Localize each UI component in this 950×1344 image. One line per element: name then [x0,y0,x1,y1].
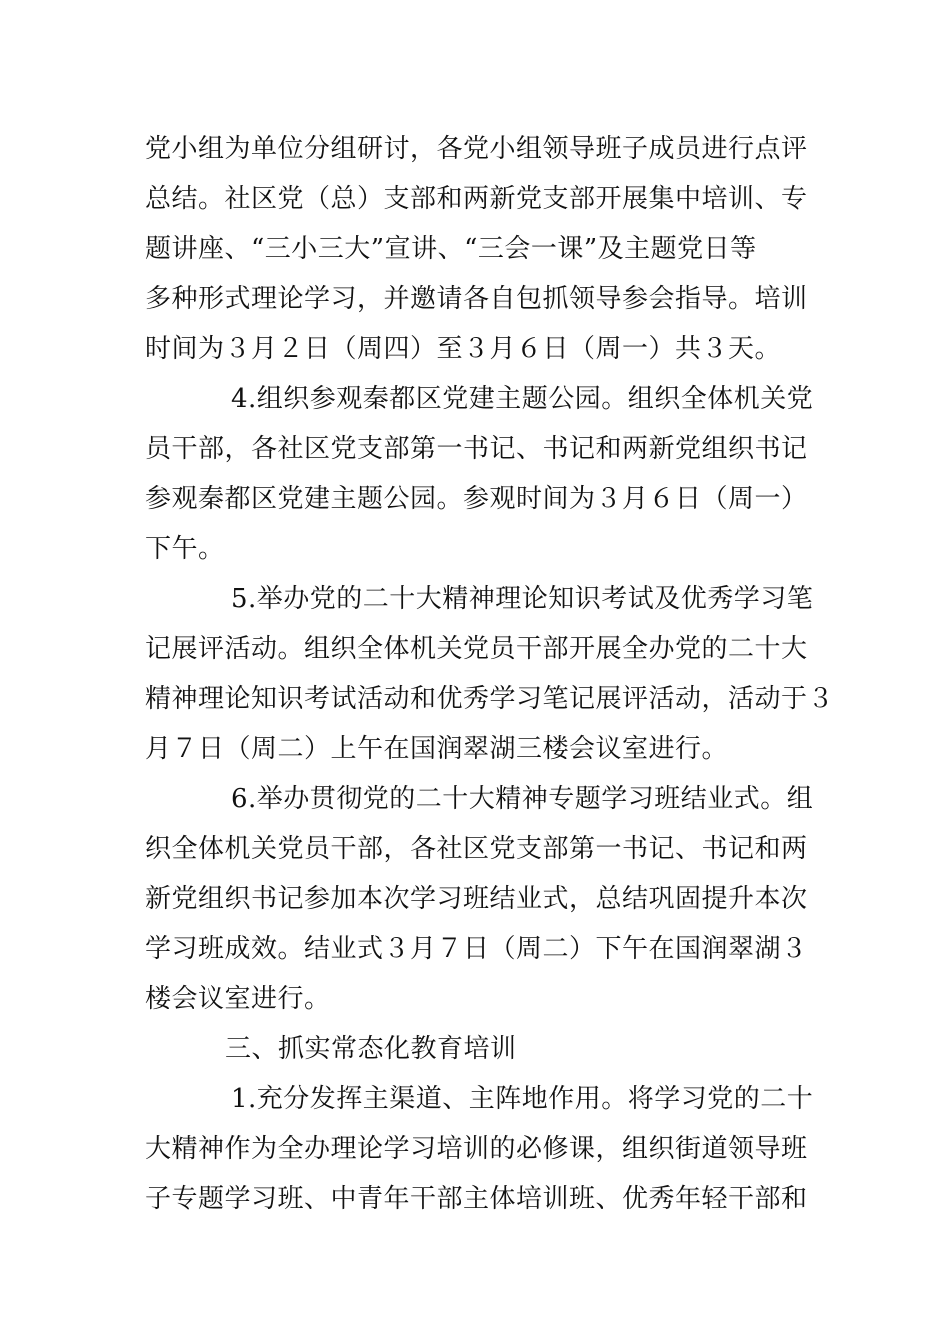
text-line: 大精神作为全办理论学习培训的必修课，组织街道领导班 [145,1134,808,1164]
paragraph-1-start: 1.充分发挥主渠道、主阵地作用。将学习党的二十 [231,1084,814,1114]
text-line: 总结。社区党（总）支部和两新党支部开展集中培训、专 [145,184,808,214]
text-line: 织全体机关党员干部，各社区党支部第一书记、书记和两 [145,834,808,864]
text-line: 学习班成效。结业式３月７日（周二）下午在国润翠湖３ [145,934,808,964]
text-line: 月７日（周二）上午在国润翠湖三楼会议室进行。 [145,734,729,764]
text-line: 党小组为单位分组研讨，各党小组领导班子成员进行点评 [145,134,808,164]
text-line: 员干部，各社区党支部第一书记、书记和两新党组织书记 [145,434,808,464]
text-line: 下午。 [145,534,225,564]
paragraph-5-start: 5.举办党的二十大精神理论知识考试及优秀学习笔 [231,584,814,614]
section-heading: 三、抓实常态化教育培训 [225,1034,517,1064]
text-line: 新党组织书记参加本次学习班结业式，总结巩固提升本次 [145,884,808,914]
text-line: 记展评活动。组织全体机关党员干部开展全办党的二十大 [145,634,808,664]
text-line: 子专题学习班、中青年干部主体培训班、优秀年轻干部和 [145,1184,808,1214]
text-line: 精神理论知识考试活动和优秀学习笔记展评活动，活动于３ [145,684,835,714]
document-body [145,124,835,1224]
text-line: 题讲座、“三小三大”宣讲、“三会一课”及主题党日等 [145,234,757,264]
paragraph-4-start: 4.组织参观秦都区党建主题公园。组织全体机关党 [231,384,814,414]
text-line: 参观秦都区党建主题公园。参观时间为３月６日（周一） [145,484,808,514]
text-line: 楼会议室进行。 [145,984,331,1014]
paragraph-6-start: 6.举办贯彻党的二十大精神专题学习班结业式。组 [231,784,814,814]
text-line: 多种形式理论学习，并邀请各自包抓领导参会指导。培训 [145,284,808,314]
text-line: 时间为３月２日（周四）至３月６日（周一）共３天。 [145,334,782,364]
